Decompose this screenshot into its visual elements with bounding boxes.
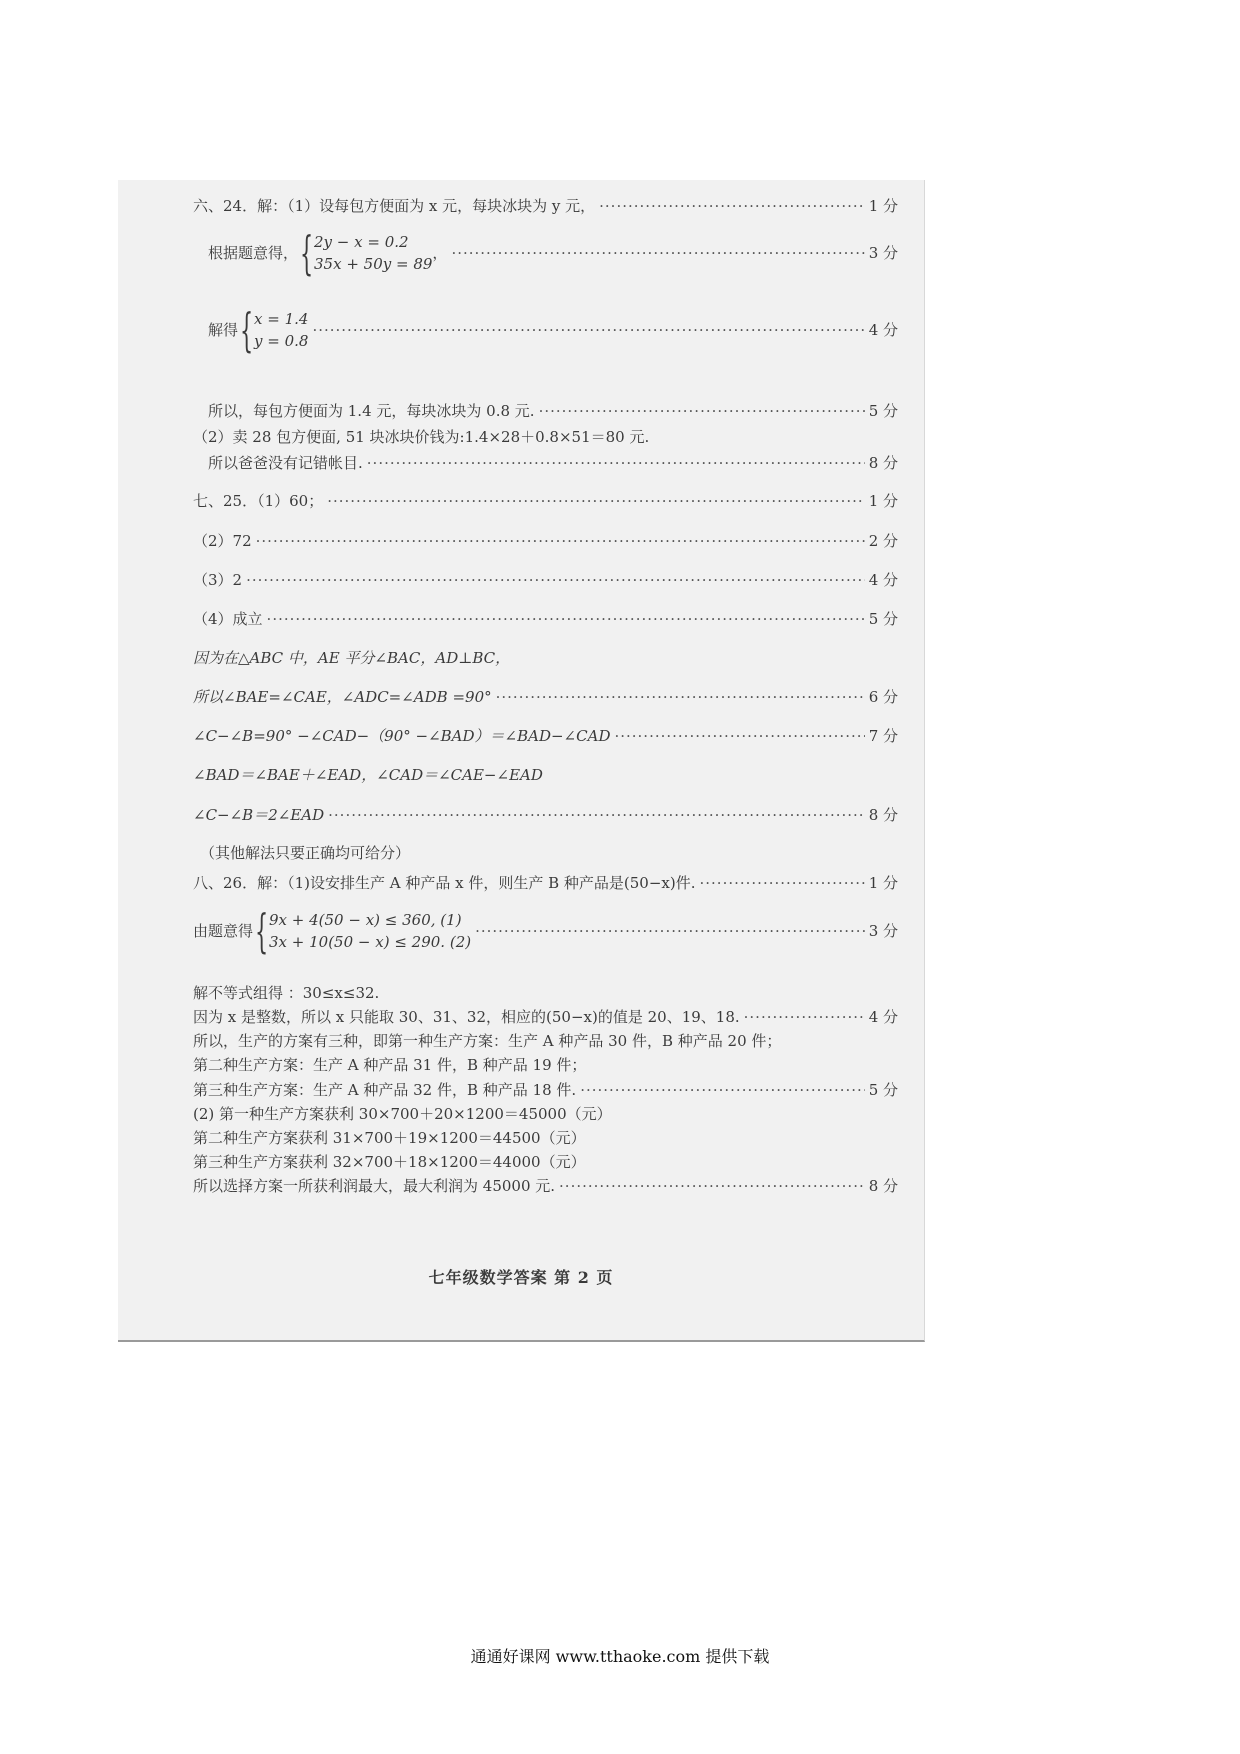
brace: {: [255, 904, 269, 958]
q24-part2-conclusion: 所以爸爸没有记错帐目.: [208, 454, 363, 472]
page-footer: 通通好课网 www.tthaoke.com 提供下载: [470, 1647, 770, 1666]
q24-conclusion-line: [208, 400, 898, 422]
q26-line-6: (2) 第一种生产方案获利 30×700＋20×1200＝45000（元）: [193, 1105, 612, 1123]
q26-line-9: 所以选择方案一所获利润最大，最大利润为 45000 元.: [193, 1177, 556, 1195]
q24-solution-1: x = 1.4: [254, 310, 309, 328]
q24-equation-1: 2y − x = 0.2: [314, 233, 409, 251]
q26-line-9-row: [193, 1175, 898, 1197]
q24-part2-conclusion-line: [208, 452, 898, 474]
q25-reason: 因为在△ABC 中，AE 平分∠BAC，AD⊥BC，: [193, 649, 511, 667]
dot-leader: [700, 872, 865, 894]
q26-head-line: [193, 872, 898, 894]
q24-conclusion-score: 5 分: [868, 402, 898, 420]
q26-inequality-system: [255, 904, 472, 958]
brace: {: [300, 226, 314, 280]
q25-line-1: [193, 490, 898, 512]
sheet-footer-title: 七年级数学答案 第 2 页: [428, 1268, 614, 1287]
q26-line-8: 第三种生产方案获利 32×700＋18×1200＝44000（元）: [193, 1153, 586, 1171]
q24-part2: （2）卖 28 包方便面, 51 块冰块价钱为:1.4×28＋0.8×51＝80 元.: [193, 428, 650, 446]
q25-step-7-score: 7 分: [868, 727, 898, 745]
q26-line-5-row: [193, 1079, 898, 1101]
q26-system-score: 3 分: [868, 922, 898, 940]
q24-head-line: [193, 195, 898, 217]
q26-line-9-score: 8 分: [868, 1177, 898, 1195]
brace: {: [240, 303, 254, 357]
q24-solution-score: 4 分: [868, 321, 898, 339]
dot-leader: [328, 804, 865, 826]
q25-line-3: [193, 569, 898, 591]
q25-part1: 七、25．（1）60；: [193, 492, 324, 510]
dot-leader: [559, 1175, 865, 1197]
q26-line-2: 因为 x 是整数，所以 x 只能取 30、31、32，相应的(50−x)的值是 20、19、18.: [193, 1008, 740, 1026]
q24-solution-line: [208, 303, 898, 357]
dot-leader: [246, 569, 865, 591]
q25-part4-score: 5 分: [868, 610, 898, 628]
scanned-answer-sheet: [118, 180, 925, 1342]
q25-part2: （2）72: [193, 532, 252, 550]
q25-step-8: ∠BAD＝∠BAE＋∠EAD，∠CAD＝∠CAE−∠EAD: [193, 766, 543, 784]
q26-head-score: 1 分: [868, 874, 898, 892]
q26-line-5-score: 5 分: [868, 1081, 898, 1099]
q24-equation-system: [300, 226, 433, 280]
q24-part2-score: 8 分: [868, 454, 898, 472]
q25-line-4: [193, 608, 898, 630]
q26-inequality-2: 3x + 10(50 − x) ≤ 290. (2): [269, 933, 472, 951]
dot-leader: [267, 608, 865, 630]
q26-line-4: 第二种生产方案：生产 A 种产品 31 件，B 种产品 19 件；: [193, 1056, 587, 1074]
q25-line-6: [193, 686, 898, 708]
q24-system-line: [208, 226, 898, 280]
q26-inequality-1: 9x + 4(50 − x) ≤ 360, (1): [269, 911, 462, 929]
q25-step-9: ∠C−∠B＝2∠EAD: [193, 806, 325, 824]
dot-leader: [475, 920, 865, 942]
q24-conclusion: 所以，每包方便面为 1.4 元，每块冰块为 0.8 元.: [208, 402, 535, 420]
dot-leader: [367, 452, 865, 474]
q24-equation-2: 35x + 50y = 89: [314, 255, 433, 273]
q25-step-7: ∠C−∠B=90° −∠CAD−（90° −∠BAD）＝∠BAD−∠CAD: [193, 727, 611, 745]
q25-part3-score: 4 分: [868, 571, 898, 589]
q26-system-intro: 由题意得: [193, 922, 254, 940]
q25-part3: （3）2: [193, 571, 243, 589]
dot-leader: [599, 195, 865, 217]
dot-leader: [614, 725, 864, 747]
dot-leader: [744, 1006, 865, 1028]
q26-line-1: 解不等式组得 ：30≤x≤32.: [193, 984, 380, 1002]
q24-solution-2: y = 0.8: [254, 332, 309, 350]
dot-leader: [256, 530, 865, 552]
dot-leader: [312, 319, 864, 341]
q24-solution-system: [240, 303, 309, 357]
q25-line-7: [193, 725, 898, 747]
q25-line-2: [193, 530, 898, 552]
q24-solution-intro: 解得: [208, 321, 239, 339]
dot-leader: [327, 490, 864, 512]
q26-line-2-score: 4 分: [868, 1008, 898, 1026]
q26-line-3: 所以，生产的方案有三种，即第一种生产方案：生产 A 种产品 30 件，B 种产品 20 件；: [193, 1032, 782, 1050]
q25-note: （其他解法只要正确均可给分）: [200, 844, 411, 862]
q25-part4: （4）成立: [193, 610, 263, 628]
q26-line-7: 第二种生产方案获利 31×700＋19×1200＝44500（元）: [193, 1129, 586, 1147]
dot-leader: [580, 1079, 865, 1101]
q24-system-score: 3 分: [868, 244, 898, 262]
q24-system-intro: 根据题意得，: [208, 244, 299, 262]
q26-system-line: [193, 904, 898, 958]
q25-line-9: [193, 804, 898, 826]
q24-head: 六、24．解：（1）设每包方便面为 x 元，每块冰块为 y 元，: [193, 197, 596, 215]
q25-part1-score: 1 分: [868, 492, 898, 510]
q26-head: 八、26．解：（1)设安排生产 A 种产品 x 件，则生产 B 种产品是(50−x)件.: [193, 874, 696, 892]
q24-system-tail: ，: [432, 244, 448, 262]
dot-leader: [539, 400, 865, 422]
dot-leader: [451, 242, 864, 264]
q25-step-6: 所以∠BAE=∠CAE，∠ADC=∠ADB =90°: [193, 688, 492, 706]
q26-line-2-row: [193, 1006, 898, 1028]
q25-part2-score: 2 分: [868, 532, 898, 550]
q26-line-5: 第三种生产方案：生产 A 种产品 32 件，B 种产品 18 件.: [193, 1081, 577, 1099]
q25-step-9-score: 8 分: [868, 806, 898, 824]
q24-head-score: 1 分: [868, 197, 898, 215]
dot-leader: [496, 686, 865, 708]
q25-step-6-score: 6 分: [868, 688, 898, 706]
